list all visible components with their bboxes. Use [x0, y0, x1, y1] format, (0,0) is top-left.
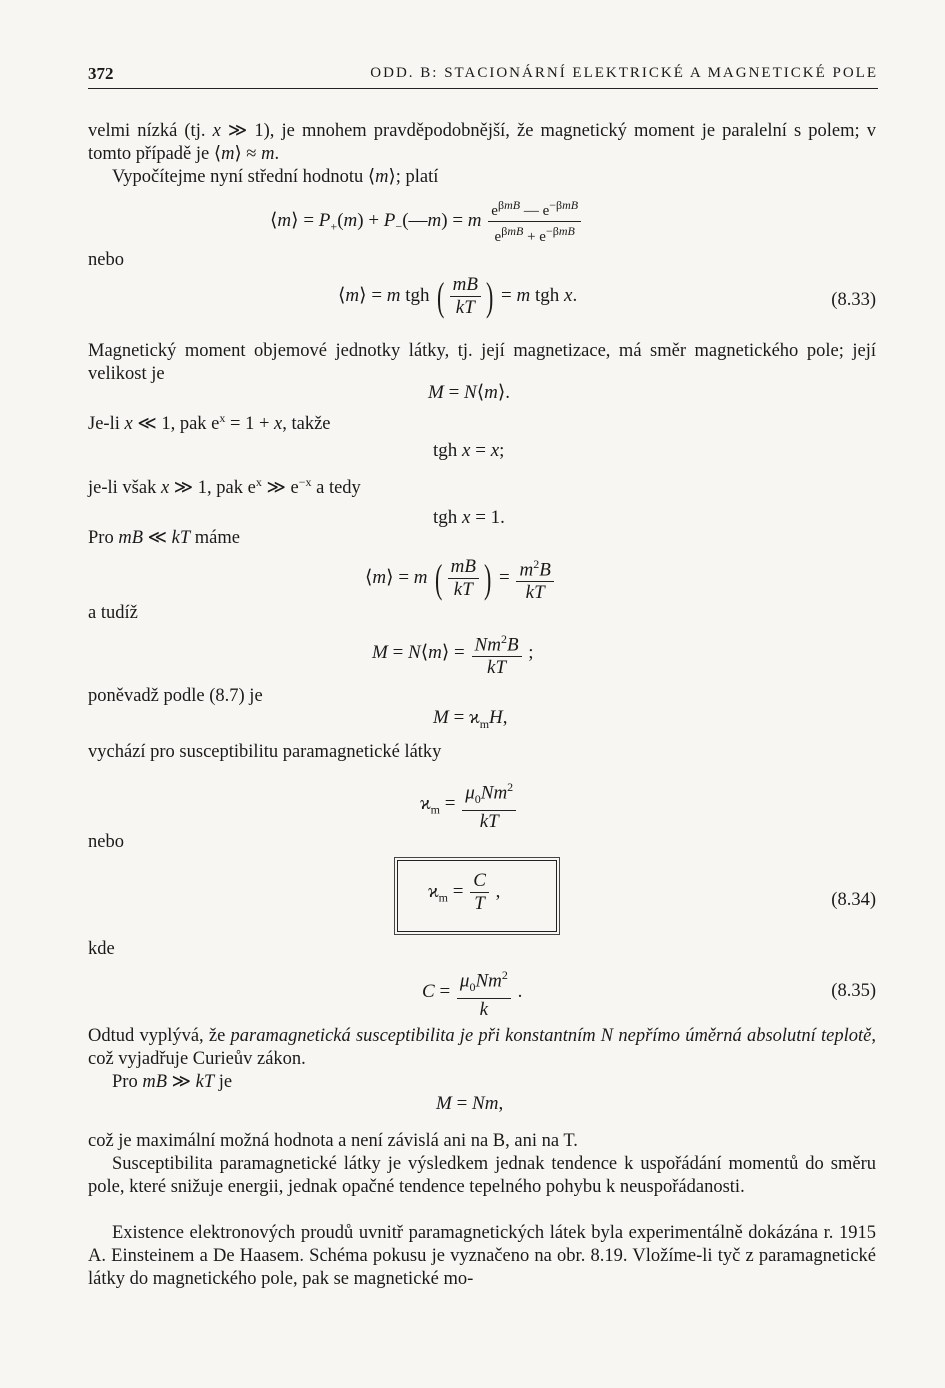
equation-tgh-small: tgh x = x;	[433, 440, 505, 461]
running-title: ODD. B: STACIONÁRNÍ ELEKTRICKÉ A MAGNETICKÉ POLE	[370, 65, 878, 81]
running-header	[88, 62, 878, 89]
equation-tgh-large: tgh x = 1.	[433, 507, 505, 528]
word-kde: kde	[88, 939, 115, 959]
equation-number-8-35: (8.35)	[831, 981, 876, 1001]
paragraph-3: Magnetický moment objemové jednotky látky, tj. její magnetizace, má směr magnetického pole; její velikost je	[88, 341, 876, 384]
equation-number-8-33: (8.33)	[831, 290, 876, 310]
line-pro-2: Pro mB ≫ kT je	[112, 1072, 233, 1092]
paragraph-2: Vypočítejme nyní střední hodnotu ⟨m⟩; platí	[112, 167, 439, 187]
paragraph-1: velmi nízká (tj. x ≫ 1), je mnohem pravděpodobnější, že magnetický moment je paralelní s polem; v tomto případě je ⟨m⟩ ≈ m.	[88, 121, 876, 164]
equation-curie-law: $ϰ_m$ = $\frac{C}{T}$ ,	[428, 870, 501, 914]
equation-susceptibility: $ϰ_m$ = $\frac{\mu_0Nm^2}{kT}$	[420, 776, 518, 833]
equation-saturation: M = Nm,	[436, 1093, 504, 1114]
equation-magnetization: M = N⟨m⟩.	[428, 382, 511, 403]
paragraph-maximum: což je maximální možná hodnota a není závislá ani na B, ani na T.	[88, 1131, 578, 1151]
line-jeli-1: Je-li x ≪ 1, pak $e^x = 1 + x$, takže	[88, 411, 331, 435]
equation-magnetization-low: M = N⟨m⟩ = $\frac{Nm^2B}{kT}$ ;	[372, 628, 534, 679]
paragraph-einstein-de-haas: Existence elektronových proudů uvnitř paramagnetických látek byla experimentálně dokázána r. 1915 A. Einsteinem a De Haasem. Schéma pokusu je vyznačeno na obr. 8.19. Vložíme-li tyč z paramagnetické látky do magnetického pole, pak se magnetické mo-	[88, 1223, 876, 1289]
word-nebo-1: nebo	[88, 250, 124, 270]
line-vychazi: vychází pro susceptibilitu paramagnetické látky	[88, 742, 442, 762]
line-ponevadz: poněvadž podle (8.7) je	[88, 686, 263, 706]
equation-number-8-34: (8.34)	[831, 890, 876, 910]
line-jeli-2: je-li však x ≫ 1, pak $e^x$ ≫ $e^{-x}$ a tedy	[88, 475, 361, 499]
paragraph-curie-law: Odtud vyplývá, že paramagnetická susceptibilita je při konstantním N nepřímo úměrná absolutní teplotě, což vyjadřuje Curieův zákon.	[88, 1026, 876, 1069]
line-pro-1: Pro mB ≪ kT máme	[88, 528, 240, 548]
equation-curie-constant: C = $\frac{\mu_0Nm^2}{k}$ .	[422, 964, 522, 1021]
equation-low-field: ⟨m⟩ = m ( $\frac{mB}{kT}$ ) = $\frac{m^2B}{kT}$	[365, 553, 556, 604]
equation-mean-moment: ⟨m⟩ = $P_+(m)$ + $P_-(—m) = m$ $\frac{e^{\beta mB} — e^{-\beta mB}}{e^{\beta mB} + e^{-\beta mB}}$	[270, 196, 583, 247]
equation-tanh: ⟨m⟩ = m tgh ( $\frac{mB}{kT}$ ) = m tgh x.	[338, 273, 578, 319]
word-a-tudiz: a tudíž	[88, 603, 138, 623]
paragraph-susceptibility: Susceptibilita paramagnetické látky je výsledkem jednak tendence k uspořádání momentů do směru pole, které snižuje energii, jednak opačné tendence tepelného pohybu k neuspořádanosti.	[88, 1154, 876, 1197]
equation-susceptibility-def: $M = ϰ_mH$,	[433, 707, 508, 731]
word-nebo-2: nebo	[88, 832, 124, 852]
page-number: 372	[88, 64, 114, 83]
